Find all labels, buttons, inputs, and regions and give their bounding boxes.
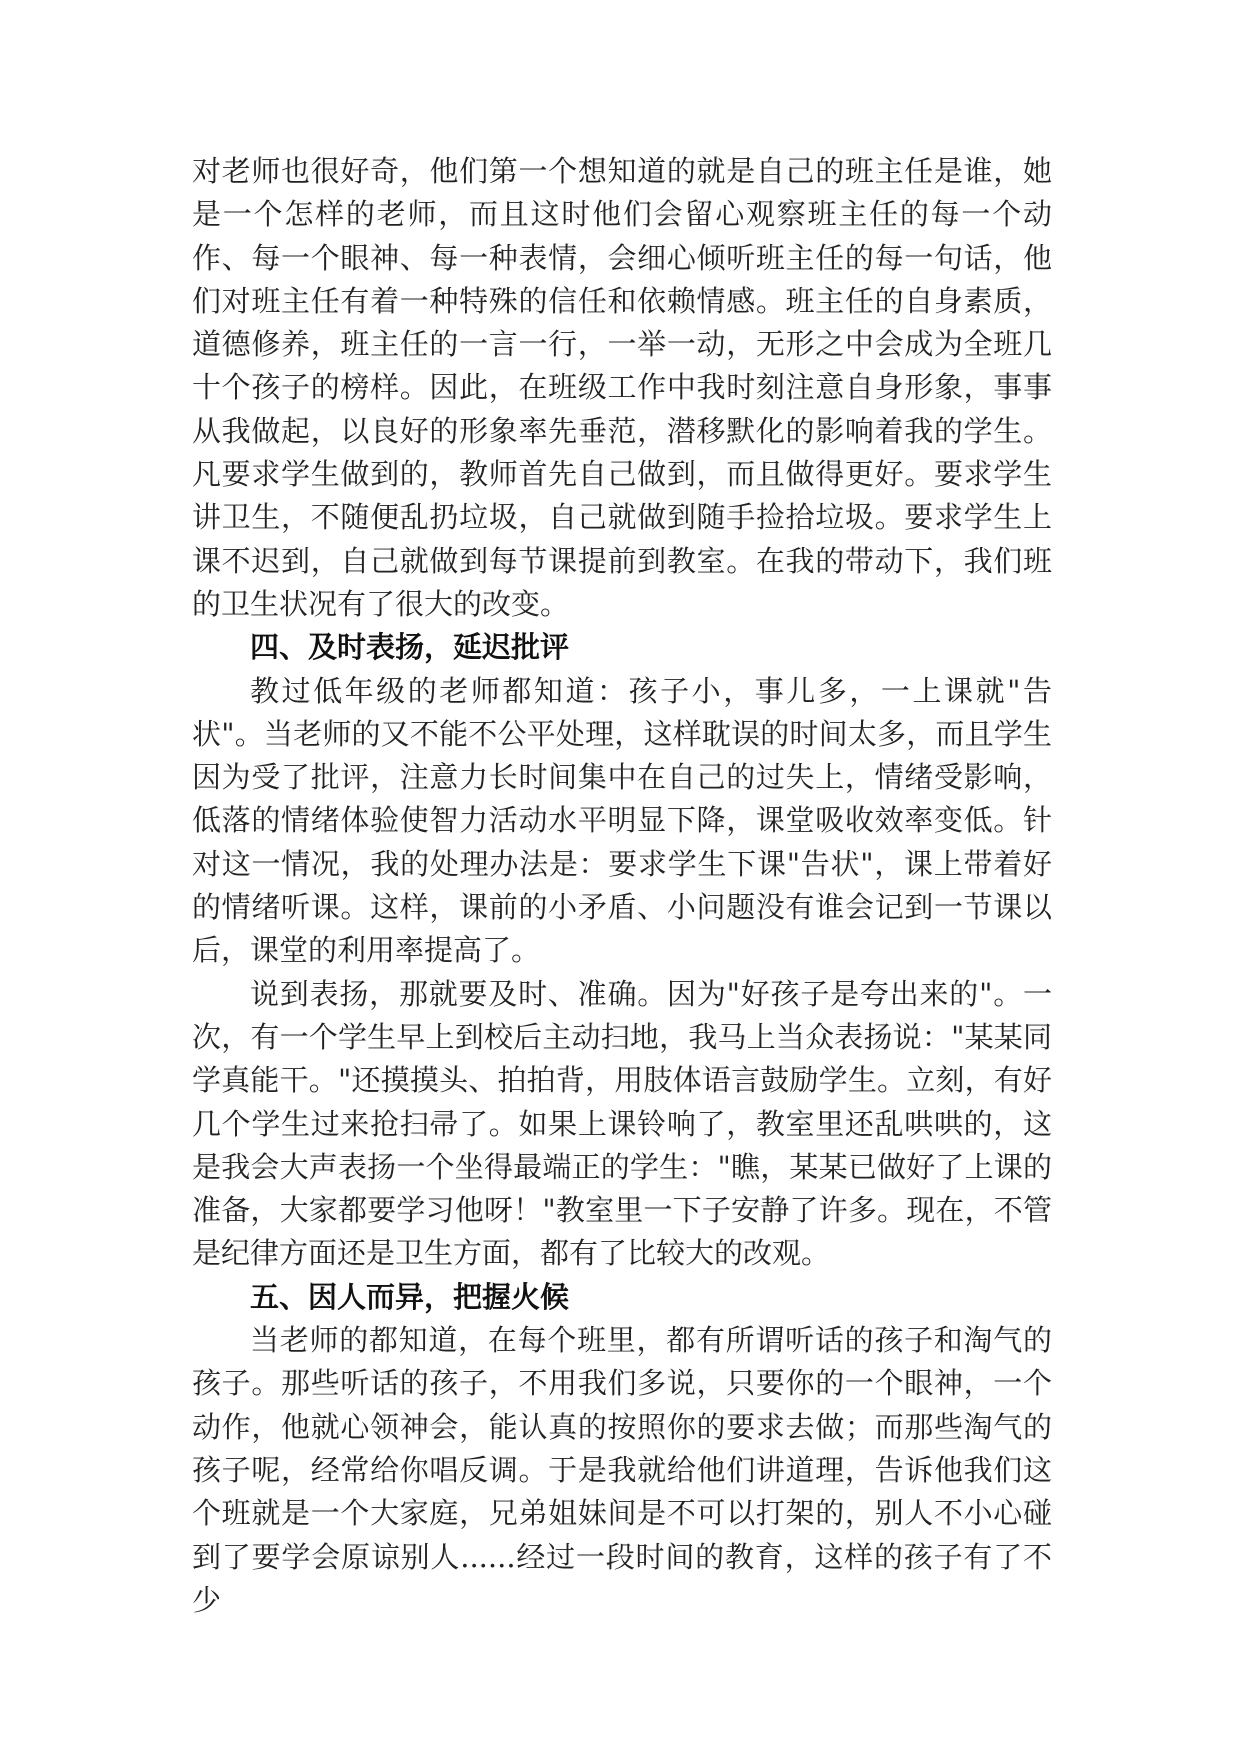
section-heading-5: 五、因人而异，把握火候 — [250, 1279, 570, 1314]
document-page — [192, 150, 1052, 1622]
paragraph-intro: 对老师也很好奇，他们第一个想知道的就是自己的班主任是谁，她是一个怎样的老师，而且这时他们会留心观察班主任的每一个动作、每一个眼神、每一种表情，会细心倾听班主任的每一句话，他们对班主任有着一种特殊的信任和依赖情感。班主任的自身素质，道德修养，班主任的一言一行，一举一动，无形之中会成为全班几十个孩子的榜样。因此，在班级工作中我时刻注意自身形象，事事从我做起，以良好的形象率先垂范，潜移默化的影响着我的学生。凡要求学生做到的，教师首先自己做到，而且做得更好。要求学生讲卫生，不随便乱扔垃圾，自己就做到随手捡拾垃圾。要求学生上课不迟到，自己就做到每节课提前到教室。在我的带动下，我们班的卫生状况有了很大的改变。 — [192, 154, 1052, 621]
section-heading-4: 四、及时表扬，延迟批评 — [250, 630, 570, 665]
paragraph-section4-2: 说到表扬，那就要及时、准确。因为"好孩子是夸出来的"。一次，有一个学生早上到校后主动扫地，我马上当众表扬说："某某同学真能干。"还摸摸头、拍拍背，用肢体语言鼓励学生。立刻，有好几个学生过来抢扫帚了。如果上课铃响了，教室里还乱哄哄的，这是我会大声表扬一个坐得最端正的学生："瞧，某某已做好了上课的准备，大家都要学习他呀！"教室里一下子安静了许多。现在，不管是纪律方面还是卫生方面，都有了比较大的改观。 — [192, 976, 1052, 1271]
paragraph-section4-1: 教过低年级的老师都知道：孩子小，事儿多，一上课就"告状"。当老师的又不能不公平处理，这样耽误的时间太多，而且学生因为受了批评，注意力长时间集中在自己的过失上，情绪受影响，低落的情绪体验使智力活动水平明显下降，课堂吸收效率变低。针对这一情况，我的处理办法是：要求学生下课"告状"，课上带着好的情绪听课。这样，课前的小矛盾、小问题没有谁会记到一节课以后，课堂的利用率提高了。 — [192, 673, 1052, 968]
paragraph-section5-1: 当老师的都知道，在每个班里，都有所谓听话的孩子和淘气的孩子。那些听话的孩子，不用我们多说，只要你的一个眼神，一个动作，他就心领神会，能认真的按照你的要求去做；而那些淘气的孩子呢，经常给你唱反调。于是我就给他们讲道理，告诉他我们这个班就是一个大家庭，兄弟姐妹间是不可以打架的，别人不小心碰到了要学会原谅别人......经过一段时间的教育，这样的孩子有了不少 — [192, 1323, 1052, 1617]
